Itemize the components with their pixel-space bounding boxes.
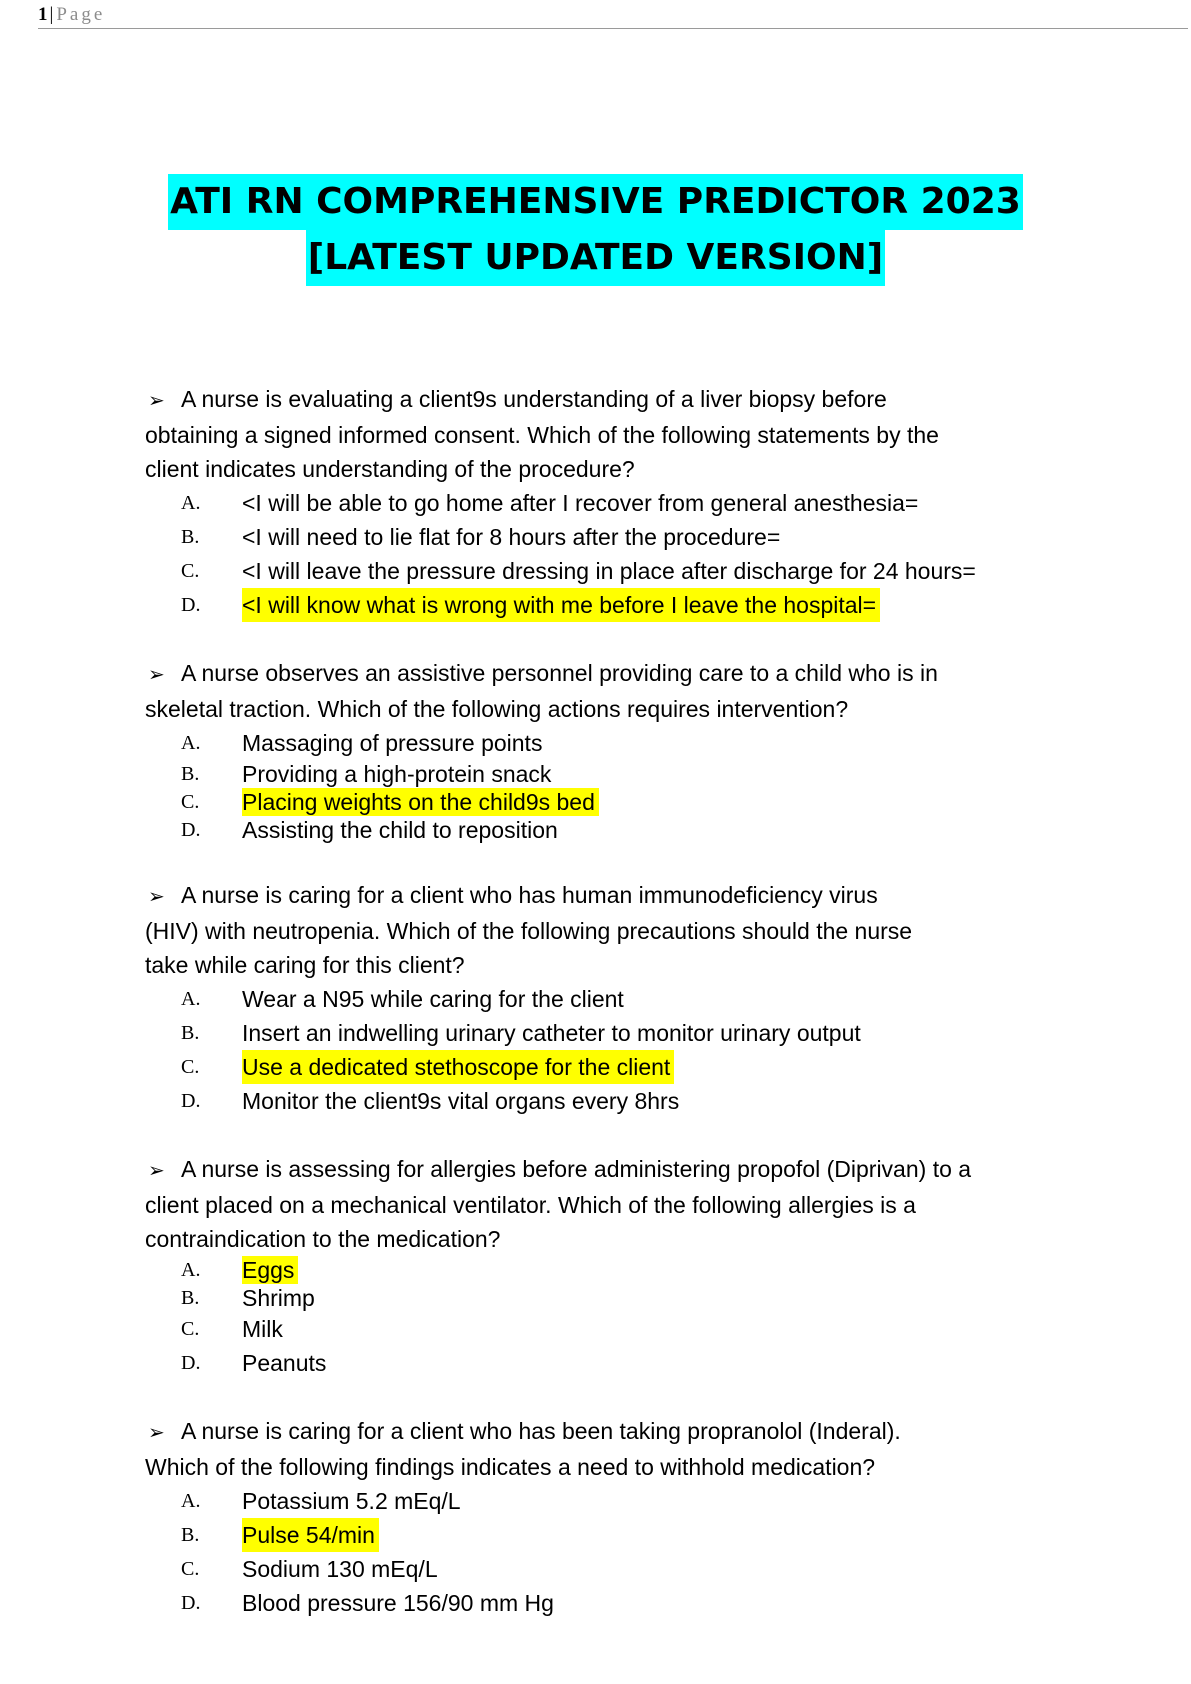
option-text: <I will need to lie flat for 8 hours after the procedure= [242, 524, 781, 550]
option-letter: A. [181, 732, 201, 754]
arrow-bullet-icon: ➢ [148, 1160, 165, 1182]
stem-line: contraindication to the medication? [145, 1226, 501, 1252]
stem-line: A nurse is assessing for allergies before administering propofol (Diprivan) to a [181, 1156, 972, 1182]
option-d-correct [145, 588, 1095, 622]
option-letter: C. [181, 1558, 200, 1580]
option-b [145, 760, 1095, 788]
option-letter: B. [181, 1287, 200, 1309]
arrow-bullet-icon: ➢ [148, 664, 165, 686]
highlighted-answer: <I will know what is wrong with me before I leave the hospital= [242, 588, 880, 622]
option-c-correct [145, 1050, 1095, 1084]
option-letter: B. [181, 1022, 200, 1044]
arrow-bullet-icon: ➢ [148, 390, 165, 412]
title-line-1: ATI RN COMPREHENSIVE PREDICTOR 2023 [168, 174, 1023, 230]
option-text: Milk [242, 1316, 283, 1342]
question-3 [145, 878, 1095, 1118]
option-letter: D. [181, 1592, 201, 1614]
option-d [145, 1586, 1095, 1620]
option-text: Sodium 130 mEq/L [242, 1556, 438, 1582]
option-letter: D. [181, 819, 201, 841]
question-1 [145, 382, 1095, 622]
stem-line: client placed on a mechanical ventilator. Which of the following allergies is a [145, 1192, 916, 1218]
page-label: Page [56, 4, 106, 25]
option-text: Massaging of pressure points [242, 730, 543, 756]
question-4 [145, 1152, 1095, 1380]
option-c [145, 1552, 1095, 1586]
option-letter: C. [181, 560, 200, 582]
option-text: Insert an indwelling urinary catheter to monitor urinary output [242, 1020, 861, 1046]
option-b-correct [145, 1518, 1095, 1552]
question-stem [145, 878, 1095, 982]
question-5 [145, 1414, 1095, 1620]
option-letter: A. [181, 1490, 201, 1512]
document-title [0, 174, 1191, 286]
stem-line: skeletal traction. Which of the following actions requires intervention? [145, 696, 849, 722]
header-separator: | [49, 4, 54, 25]
stem-line: A nurse observes an assistive personnel providing care to a child who is in [181, 660, 938, 686]
answer-options [145, 1256, 1095, 1380]
question-stem [145, 656, 1095, 726]
option-letter: D. [181, 594, 201, 616]
option-a [145, 1484, 1095, 1518]
stem-line: obtaining a signed informed consent. Which of the following statements by the [145, 422, 939, 448]
option-text: Providing a high-protein snack [242, 761, 552, 787]
option-c [145, 554, 1095, 588]
option-letter: B. [181, 1524, 200, 1546]
option-d [145, 1084, 1095, 1118]
option-letter: A. [181, 492, 201, 514]
stem-line: A nurse is caring for a client who has been taking propranolol (Inderal). [181, 1418, 901, 1444]
answer-options [145, 726, 1095, 844]
option-b [145, 520, 1095, 554]
option-b [145, 1284, 1095, 1312]
question-2 [145, 656, 1095, 844]
arrow-bullet-icon: ➢ [148, 1422, 165, 1444]
question-stem [145, 1414, 1095, 1484]
option-text: Peanuts [242, 1350, 327, 1376]
option-letter: D. [181, 1090, 201, 1112]
stem-line: (HIV) with neutropenia. Which of the following precautions should the nurse [145, 918, 913, 944]
stem-line: Which of the following findings indicates a need to withhold medication? [145, 1454, 876, 1480]
highlighted-answer: Pulse 54/min [242, 1518, 379, 1552]
option-c [145, 1312, 1095, 1346]
option-text: Blood pressure 156/90 mm Hg [242, 1590, 554, 1616]
page-number: 1 [38, 4, 48, 25]
stem-line: A nurse is evaluating a client9s understanding of a liver biopsy before [181, 386, 887, 412]
highlighted-answer: Placing weights on the child9s bed [242, 788, 599, 816]
option-text: Wear a N95 while caring for the client [242, 986, 624, 1012]
option-d [145, 1346, 1095, 1380]
option-a [145, 982, 1095, 1016]
option-letter: A. [181, 988, 201, 1010]
option-b [145, 1016, 1095, 1050]
option-text: Assisting the child to reposition [242, 817, 558, 843]
answer-options [145, 982, 1095, 1118]
answer-options [145, 486, 1095, 622]
option-letter: A. [181, 1259, 201, 1281]
stem-line: A nurse is caring for a client who has human immunodeficiency virus [181, 882, 878, 908]
stem-line: take while caring for this client? [145, 952, 465, 978]
stem-line: client indicates understanding of the procedure? [145, 456, 635, 482]
option-letter: C. [181, 1318, 200, 1340]
option-a [145, 726, 1095, 760]
question-stem [145, 382, 1095, 486]
option-text: Shrimp [242, 1285, 315, 1311]
question-list [145, 382, 1095, 1654]
option-d [145, 816, 1095, 844]
option-letter: D. [181, 1352, 201, 1374]
option-a-correct [145, 1256, 1095, 1284]
option-c-correct [145, 788, 1095, 816]
answer-options [145, 1484, 1095, 1620]
option-letter: C. [181, 791, 200, 813]
option-letter: C. [181, 1056, 200, 1078]
question-stem [145, 1152, 1095, 1256]
title-line-2: [LATEST UPDATED VERSION] [306, 230, 885, 286]
option-text: <I will be able to go home after I recover from general anesthesia= [242, 490, 919, 516]
page-header [38, 2, 1188, 29]
option-a [145, 486, 1095, 520]
option-text: Potassium 5.2 mEq/L [242, 1488, 461, 1514]
highlighted-answer: Use a dedicated stethoscope for the client [242, 1050, 674, 1084]
option-letter: B. [181, 526, 200, 548]
option-text: Monitor the client9s vital organs every 8hrs [242, 1088, 680, 1114]
arrow-bullet-icon: ➢ [148, 886, 165, 908]
highlighted-answer: Eggs [242, 1256, 298, 1284]
option-letter: B. [181, 763, 200, 785]
option-text: <I will leave the pressure dressing in place after discharge for 24 hours= [242, 558, 976, 584]
